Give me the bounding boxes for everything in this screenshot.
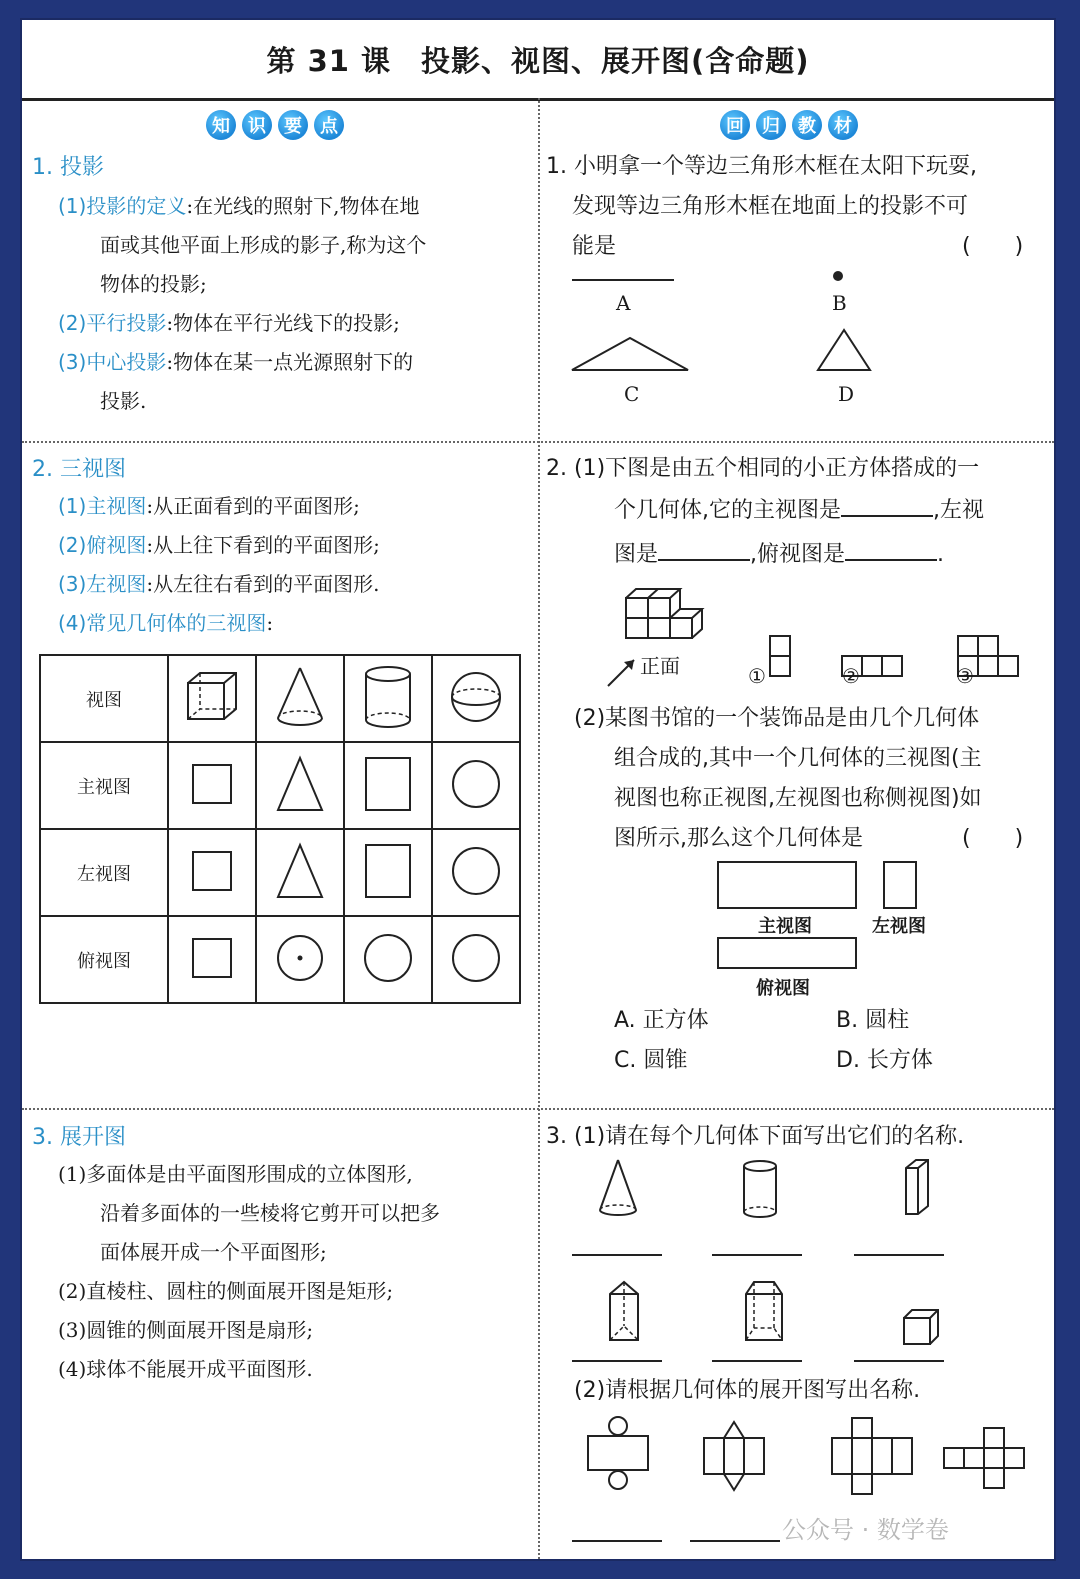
answer-line[interactable] <box>712 1360 802 1362</box>
left-view-label: 左视图 <box>872 916 926 937</box>
term-label: (1)投影的定义 <box>58 194 187 218</box>
front-label: 正面 <box>640 654 680 678</box>
option-b[interactable]: B. 圆柱 <box>836 1008 910 1033</box>
row-divider-1 <box>22 441 1054 443</box>
definition-line <box>58 487 360 526</box>
option-label: B <box>832 291 847 315</box>
dot-shape <box>833 271 843 281</box>
text: :从正面看到的平面图形; <box>146 494 360 518</box>
triangle-view <box>256 742 344 829</box>
text-line: 面或其他平面上形成的影子,称为这个 <box>100 233 427 257</box>
cube-figure <box>904 1310 938 1344</box>
circle-view <box>432 742 520 829</box>
figure-number: ① <box>748 664 766 688</box>
column-divider <box>538 98 540 1559</box>
definition-line <box>58 187 419 226</box>
badge: 材 <box>828 110 858 140</box>
table-row <box>40 742 520 829</box>
square-view <box>168 742 256 829</box>
question-2-line: 视图也称正视图,左视图也称侧视图)如 <box>614 786 982 811</box>
circle-view <box>344 916 432 1003</box>
text: :从左往右看到的平面图形. <box>146 572 380 596</box>
answer-line[interactable] <box>854 1254 944 1256</box>
page-title: 第 31 课 投影、视图、展开图(含命题) <box>22 20 1054 101</box>
badge: 要 <box>278 110 308 140</box>
term-label: (4)常见几何体的三视图 <box>58 611 267 635</box>
circle-view <box>432 916 520 1003</box>
cone-figure <box>256 655 344 742</box>
watermark: 公众号 · 数学卷 <box>782 1516 949 1544</box>
circle-dot-view <box>256 916 344 1003</box>
worksheet-page <box>20 18 1056 1561</box>
text: :从上往下看到的平面图形; <box>146 533 380 557</box>
obtuse-triangle-shape <box>572 338 688 370</box>
cuboid-figure <box>906 1160 928 1214</box>
definition-line <box>58 304 400 343</box>
definition-line <box>58 604 273 643</box>
row-header: 主视图 <box>40 742 168 829</box>
question-3-line: (2)请根据几何体的展开图写出名称. <box>574 1378 921 1403</box>
term-label: (2)俯视图 <box>58 533 147 557</box>
question-2-line <box>614 490 984 531</box>
badge: 回 <box>720 110 750 140</box>
answer-line[interactable] <box>572 1254 662 1256</box>
main-view-label: 主视图 <box>758 916 812 937</box>
answer-blank[interactable] <box>658 559 750 561</box>
text: :在光线的照射下,物体在地 <box>186 194 420 218</box>
text-line: (3)圆锥的侧面展开图是扇形; <box>58 1318 314 1342</box>
left-view-rect <box>884 862 916 908</box>
q1-options-figure <box>570 270 1050 420</box>
text: ,俯视图是 <box>750 542 846 567</box>
cuboid-net <box>832 1418 912 1494</box>
term-label: (3)左视图 <box>58 572 147 596</box>
solids-figures <box>582 1156 1022 1376</box>
answer-blank[interactable] <box>845 559 937 561</box>
circle-view <box>432 829 520 916</box>
answer-blank[interactable] <box>841 515 933 517</box>
main-view-rect <box>718 862 856 908</box>
text-line: 投影. <box>100 389 147 413</box>
answer-line[interactable] <box>572 1360 662 1362</box>
text-line: 沿着多面体的一些棱将它剪开可以把多 <box>100 1201 440 1225</box>
nets-figures <box>582 1416 1022 1506</box>
cylinder-figure <box>344 655 432 742</box>
question-1-line: 能是 <box>572 234 617 259</box>
section-title-three-views: 2. 三视图 <box>32 457 126 482</box>
answer-line[interactable] <box>690 1540 780 1542</box>
option-a[interactable]: A. 正方体 <box>614 1008 709 1033</box>
figure-number: ② <box>842 664 860 688</box>
cube-net <box>944 1428 1024 1488</box>
text: ,左视 <box>933 498 984 523</box>
cylinder-figure <box>744 1161 776 1217</box>
answer-paren: ( ) <box>962 826 1024 851</box>
definition-line <box>58 526 380 565</box>
definition-line <box>58 343 413 382</box>
text-line: (2)直棱柱、圆柱的侧面展开图是矩形; <box>58 1279 394 1303</box>
cone-figure <box>600 1160 636 1215</box>
text: . <box>937 542 945 567</box>
question-1-line: 发现等边三角形木框在地面上的投影不可 <box>572 194 969 219</box>
text-line: 面体展开成一个平面图形; <box>100 1240 327 1264</box>
question-3-line: 3. (1)请在每个几何体下面写出它们的名称. <box>546 1124 965 1149</box>
top-view-label: 俯视图 <box>756 978 810 999</box>
question-2-line <box>614 534 944 575</box>
sphere-figure <box>432 655 520 742</box>
row-header: 俯视图 <box>40 916 168 1003</box>
option-label: A <box>616 291 631 315</box>
row-header: 视图 <box>40 655 168 742</box>
question-2-line: 图所示,那么这个几何体是 <box>614 826 863 851</box>
figure-number: ③ <box>956 664 974 688</box>
rectangle-view <box>344 829 432 916</box>
three-views-table <box>39 654 521 1004</box>
cube-figure <box>168 655 256 742</box>
text-line: (4)球体不能展开成平面图形. <box>58 1357 313 1381</box>
cube-stack-figure <box>626 589 702 638</box>
view-option-1 <box>770 636 790 676</box>
badge: 点 <box>314 110 344 140</box>
text: : <box>266 611 274 635</box>
rectangle-view <box>344 742 432 829</box>
knowledge-points-badges <box>206 110 344 140</box>
definition-line <box>58 565 379 604</box>
top-view-rect <box>718 938 856 968</box>
text: 图是 <box>614 542 659 567</box>
cylinder-net <box>588 1417 648 1489</box>
answer-line[interactable] <box>712 1254 802 1256</box>
section-title-projection: 1. 投影 <box>32 155 104 180</box>
term-label: (1)主视图 <box>58 494 147 518</box>
term-label: (2)平行投影 <box>58 311 167 335</box>
text-line: 物体的投影; <box>100 272 207 296</box>
table-row <box>40 916 520 1003</box>
badge: 教 <box>792 110 822 140</box>
answer-line[interactable] <box>572 1540 662 1542</box>
square-view <box>168 829 256 916</box>
answer-paren: ( ) <box>962 234 1024 259</box>
option-label: D <box>838 382 855 406</box>
textbook-review-badges <box>720 110 858 140</box>
triangular-prism-figure <box>610 1282 638 1340</box>
question-2-line: (2)某图书馆的一个装饰品是由几个几何体 <box>574 706 980 731</box>
front-arrow-icon <box>608 660 634 686</box>
term-label: (3)中心投影 <box>58 350 167 374</box>
triangle-view <box>256 829 344 916</box>
row-divider-2 <box>22 1108 1054 1110</box>
text: 个几何体,它的主视图是 <box>614 498 841 523</box>
equilateral-triangle-shape <box>818 330 870 370</box>
square-view <box>168 916 256 1003</box>
badge: 归 <box>756 110 786 140</box>
badge: 知 <box>206 110 236 140</box>
table-row <box>40 655 520 742</box>
table-row <box>40 829 520 916</box>
question-1-line: 1. 小明拿一个等边三角形木框在太阳下玩耍, <box>546 154 977 179</box>
triangular-prism-net <box>704 1422 764 1490</box>
option-c[interactable]: C. 圆锥 <box>614 1048 688 1073</box>
section-title-nets: 3. 展开图 <box>32 1125 126 1150</box>
badge: 识 <box>242 110 272 140</box>
text: :物体在某一点光源照射下的 <box>166 350 414 374</box>
pentagonal-prism-figure <box>746 1282 782 1340</box>
option-label: C <box>624 382 640 406</box>
answer-line[interactable] <box>854 1360 944 1362</box>
text-line: (1)多面体是由平面图形围成的立体图形, <box>58 1162 413 1186</box>
question-2-line: 2. (1)下图是由五个相同的小正方体搭成的一 <box>546 456 980 481</box>
row-header: 左视图 <box>40 829 168 916</box>
text: :物体在平行光线下的投影; <box>166 311 400 335</box>
question-2-line: 组合成的,其中一个几何体的三视图(主 <box>614 746 982 771</box>
option-d[interactable]: D. 长方体 <box>836 1048 933 1073</box>
